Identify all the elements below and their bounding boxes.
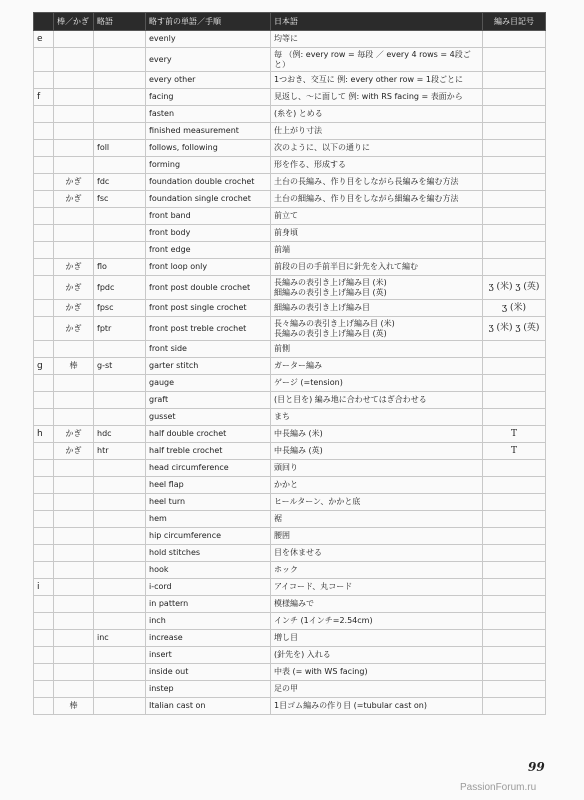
row-symbol: ʒ (米) <box>483 300 546 317</box>
row-type <box>54 242 94 259</box>
row-letter <box>34 242 54 259</box>
row-type <box>54 681 94 698</box>
row-type <box>54 208 94 225</box>
row-term: front post double crochet <box>146 276 271 300</box>
table-row <box>34 477 546 494</box>
row-japanese: 腰囲 <box>271 528 483 545</box>
row-abbr <box>94 562 146 579</box>
row-japanese: 前端 <box>271 242 483 259</box>
row-japanese: ヒールターン、かかと底 <box>271 494 483 511</box>
header-abbr: 略語 <box>94 13 146 31</box>
row-letter: e <box>34 31 54 48</box>
table-row <box>34 647 546 664</box>
row-abbr <box>94 341 146 358</box>
row-type: かぎ <box>54 317 94 341</box>
row-symbol <box>483 123 546 140</box>
row-japanese: 裾 <box>271 511 483 528</box>
table-row <box>34 562 546 579</box>
row-term: fasten <box>146 106 271 123</box>
row-japanese: 中長編み (米) <box>271 426 483 443</box>
row-term: follows, following <box>146 140 271 157</box>
row-abbr <box>94 460 146 477</box>
row-symbol <box>483 460 546 477</box>
row-abbr <box>94 545 146 562</box>
row-term: evenly <box>146 31 271 48</box>
row-type <box>54 511 94 528</box>
row-type <box>54 613 94 630</box>
row-symbol <box>483 409 546 426</box>
row-term: front post single crochet <box>146 300 271 317</box>
table-row <box>34 123 546 140</box>
row-symbol <box>483 664 546 681</box>
row-abbr: fdc <box>94 174 146 191</box>
row-symbol <box>483 31 546 48</box>
row-term: inch <box>146 613 271 630</box>
row-letter <box>34 317 54 341</box>
row-symbol <box>483 191 546 208</box>
row-type <box>54 545 94 562</box>
row-japanese: 形を作る、形成する <box>271 157 483 174</box>
row-symbol <box>483 140 546 157</box>
row-japanese: 前側 <box>271 341 483 358</box>
table-row <box>34 409 546 426</box>
table-row <box>34 443 546 460</box>
table-row <box>34 300 546 317</box>
row-symbol <box>483 225 546 242</box>
row-term: half double crochet <box>146 426 271 443</box>
row-type <box>54 562 94 579</box>
row-letter <box>34 140 54 157</box>
row-type <box>54 647 94 664</box>
header-letter <box>34 13 54 31</box>
row-letter <box>34 123 54 140</box>
table-body <box>34 31 546 715</box>
row-letter <box>34 647 54 664</box>
row-symbol: ʒ (米) ʒ (英) <box>483 317 546 341</box>
table-row <box>34 426 546 443</box>
row-type <box>54 477 94 494</box>
row-term: front post treble crochet <box>146 317 271 341</box>
row-letter <box>34 664 54 681</box>
row-letter: g <box>34 358 54 375</box>
row-term: gauge <box>146 375 271 392</box>
row-japanese: 長編みの表引き上げ編み目 (米) 細編みの表引き上げ編み目 (英) <box>271 276 483 300</box>
row-letter <box>34 106 54 123</box>
row-type <box>54 140 94 157</box>
row-japanese: 均等に <box>271 31 483 48</box>
row-term: hold stitches <box>146 545 271 562</box>
row-term: hook <box>146 562 271 579</box>
row-abbr <box>94 48 146 72</box>
row-type <box>54 596 94 613</box>
row-letter <box>34 681 54 698</box>
row-abbr <box>94 157 146 174</box>
row-letter <box>34 494 54 511</box>
header-row <box>34 13 546 31</box>
row-term: every other <box>146 72 271 89</box>
row-term: Italian cast on <box>146 698 271 715</box>
row-type <box>54 460 94 477</box>
row-letter <box>34 300 54 317</box>
table-row <box>34 613 546 630</box>
table-row <box>34 72 546 89</box>
row-letter <box>34 511 54 528</box>
row-symbol <box>483 613 546 630</box>
row-term: heel flap <box>146 477 271 494</box>
table-row <box>34 225 546 242</box>
row-type <box>54 123 94 140</box>
row-term: inside out <box>146 664 271 681</box>
row-symbol: T <box>483 426 546 443</box>
row-japanese: 目を休ませる <box>271 545 483 562</box>
table-row <box>34 157 546 174</box>
row-japanese: 前身頃 <box>271 225 483 242</box>
row-abbr: fpdc <box>94 276 146 300</box>
header-japanese: 日本語 <box>271 13 483 31</box>
table-row <box>34 31 546 48</box>
row-letter <box>34 545 54 562</box>
row-letter <box>34 375 54 392</box>
table-row <box>34 664 546 681</box>
row-symbol <box>483 341 546 358</box>
row-abbr <box>94 208 146 225</box>
row-symbol <box>483 494 546 511</box>
row-symbol <box>483 157 546 174</box>
row-letter <box>34 613 54 630</box>
row-japanese: ホック <box>271 562 483 579</box>
row-type <box>54 89 94 106</box>
row-symbol <box>483 106 546 123</box>
row-japanese: 1つおき、交互に 例: every other row = 1段ごとに <box>271 72 483 89</box>
row-japanese: 毎 （例: every row = 毎段 ／ every 4 rows = 4段ごと） <box>271 48 483 72</box>
row-japanese: 中表 (= with WS facing) <box>271 664 483 681</box>
row-japanese: (糸を) とめる <box>271 106 483 123</box>
row-term: front band <box>146 208 271 225</box>
table-row <box>34 494 546 511</box>
row-japanese: 長々編みの表引き上げ編み目 (米) 長編みの表引き上げ編み目 (英) <box>271 317 483 341</box>
row-symbol <box>483 647 546 664</box>
row-type <box>54 409 94 426</box>
row-letter <box>34 698 54 715</box>
row-term: hip circumference <box>146 528 271 545</box>
row-term: garter stitch <box>146 358 271 375</box>
row-abbr: hdc <box>94 426 146 443</box>
row-abbr <box>94 681 146 698</box>
table-row <box>34 48 546 72</box>
row-symbol <box>483 72 546 89</box>
row-japanese: (目と目を) 編み地に合わせてはぎ合わせる <box>271 392 483 409</box>
row-symbol <box>483 698 546 715</box>
row-symbol <box>483 511 546 528</box>
table-row <box>34 276 546 300</box>
row-letter <box>34 191 54 208</box>
row-japanese: 増し目 <box>271 630 483 647</box>
row-term: facing <box>146 89 271 106</box>
table-row <box>34 317 546 341</box>
row-symbol <box>483 528 546 545</box>
row-abbr <box>94 106 146 123</box>
row-symbol <box>483 358 546 375</box>
row-letter <box>34 259 54 276</box>
row-term: graft <box>146 392 271 409</box>
table-row <box>34 460 546 477</box>
row-abbr: flo <box>94 259 146 276</box>
watermark: PassionForum.ru <box>460 782 537 793</box>
table-row <box>34 698 546 715</box>
row-term: heel turn <box>146 494 271 511</box>
row-japanese: 1目ゴム編みの作り目 (=tubular cast on) <box>271 698 483 715</box>
row-term: front edge <box>146 242 271 259</box>
row-term: forming <box>146 157 271 174</box>
row-abbr <box>94 596 146 613</box>
row-abbr <box>94 123 146 140</box>
row-type: かぎ <box>54 426 94 443</box>
header-term: 略す前の単語／手順 <box>146 13 271 31</box>
table-row <box>34 681 546 698</box>
row-term: gusset <box>146 409 271 426</box>
row-type <box>54 494 94 511</box>
row-letter <box>34 562 54 579</box>
row-japanese: インチ (1インチ=2.54cm) <box>271 613 483 630</box>
row-term: foundation single crochet <box>146 191 271 208</box>
table-row <box>34 341 546 358</box>
row-type: かぎ <box>54 276 94 300</box>
table-row <box>34 174 546 191</box>
row-abbr <box>94 613 146 630</box>
row-abbr <box>94 375 146 392</box>
page-number: 99 <box>528 760 545 774</box>
row-term: finished measurement <box>146 123 271 140</box>
row-abbr <box>94 31 146 48</box>
row-japanese: まち <box>271 409 483 426</box>
row-symbol <box>483 259 546 276</box>
row-letter: h <box>34 426 54 443</box>
row-symbol <box>483 375 546 392</box>
row-abbr <box>94 511 146 528</box>
table-row <box>34 242 546 259</box>
table-row <box>34 191 546 208</box>
row-letter <box>34 528 54 545</box>
row-type <box>54 375 94 392</box>
row-letter <box>34 460 54 477</box>
table-row <box>34 528 546 545</box>
row-term: half treble crochet <box>146 443 271 460</box>
row-letter <box>34 225 54 242</box>
row-japanese: 頭回り <box>271 460 483 477</box>
row-letter <box>34 157 54 174</box>
row-symbol <box>483 208 546 225</box>
row-type <box>54 48 94 72</box>
table-row <box>34 545 546 562</box>
row-abbr <box>94 392 146 409</box>
row-letter <box>34 477 54 494</box>
row-abbr: htr <box>94 443 146 460</box>
table-header <box>34 13 546 31</box>
table-row <box>34 259 546 276</box>
row-japanese: かかと <box>271 477 483 494</box>
row-type <box>54 225 94 242</box>
row-type: かぎ <box>54 300 94 317</box>
row-japanese: ゲージ (=tension) <box>271 375 483 392</box>
row-term: foundation double crochet <box>146 174 271 191</box>
row-type <box>54 630 94 647</box>
row-letter <box>34 174 54 191</box>
row-type <box>54 528 94 545</box>
row-abbr <box>94 664 146 681</box>
row-abbr <box>94 477 146 494</box>
row-abbr <box>94 494 146 511</box>
table-row <box>34 596 546 613</box>
row-type: かぎ <box>54 443 94 460</box>
row-abbr: fsc <box>94 191 146 208</box>
row-letter <box>34 72 54 89</box>
header-symbol: 編み目記号 <box>483 13 546 31</box>
row-term: head circumference <box>146 460 271 477</box>
row-symbol <box>483 392 546 409</box>
row-letter <box>34 208 54 225</box>
row-symbol <box>483 48 546 72</box>
row-symbol <box>483 89 546 106</box>
row-symbol <box>483 596 546 613</box>
row-symbol <box>483 545 546 562</box>
row-japanese: 足の甲 <box>271 681 483 698</box>
row-letter <box>34 392 54 409</box>
row-japanese: 前段の目の手前半目に針先を入れて編む <box>271 259 483 276</box>
row-letter <box>34 341 54 358</box>
row-symbol <box>483 242 546 259</box>
row-japanese: 細編みの表引き上げ編み目 <box>271 300 483 317</box>
row-abbr <box>94 225 146 242</box>
row-abbr <box>94 579 146 596</box>
row-japanese: 土台の長編み、作り目をしながら長編みを編む方法 <box>271 174 483 191</box>
glossary-table <box>33 12 546 715</box>
row-term: front body <box>146 225 271 242</box>
row-type <box>54 341 94 358</box>
row-letter <box>34 596 54 613</box>
table-row <box>34 140 546 157</box>
table-row <box>34 392 546 409</box>
row-letter <box>34 48 54 72</box>
row-symbol <box>483 579 546 596</box>
row-symbol <box>483 681 546 698</box>
table-row <box>34 511 546 528</box>
row-abbr <box>94 242 146 259</box>
row-abbr <box>94 647 146 664</box>
row-japanese: 前立て <box>271 208 483 225</box>
row-type: かぎ <box>54 174 94 191</box>
row-japanese: アイコード、丸コード <box>271 579 483 596</box>
row-japanese: 次のように、以下の通りに <box>271 140 483 157</box>
row-abbr: fptr <box>94 317 146 341</box>
row-term: instep <box>146 681 271 698</box>
row-abbr: foll <box>94 140 146 157</box>
row-symbol <box>483 477 546 494</box>
row-letter: f <box>34 89 54 106</box>
row-japanese: 中長編み (英) <box>271 443 483 460</box>
row-japanese: (針先を) 入れる <box>271 647 483 664</box>
row-japanese: 見返し、〜に面して 例: with RS facing = 表面から <box>271 89 483 106</box>
table-row <box>34 375 546 392</box>
row-term: insert <box>146 647 271 664</box>
row-abbr <box>94 409 146 426</box>
row-letter <box>34 276 54 300</box>
row-type <box>54 72 94 89</box>
row-symbol: ʒ (米) ʒ (英) <box>483 276 546 300</box>
row-term: front side <box>146 341 271 358</box>
row-term: i-cord <box>146 579 271 596</box>
row-japanese: 土台の細編み、作り目をしながら細編みを編む方法 <box>271 191 483 208</box>
table-row <box>34 358 546 375</box>
row-type <box>54 579 94 596</box>
row-term: increase <box>146 630 271 647</box>
row-symbol <box>483 630 546 647</box>
row-abbr: inc <box>94 630 146 647</box>
row-abbr <box>94 698 146 715</box>
row-abbr <box>94 528 146 545</box>
table-row <box>34 630 546 647</box>
row-type <box>54 664 94 681</box>
row-type: かぎ <box>54 259 94 276</box>
row-abbr <box>94 89 146 106</box>
row-japanese: ガーター編み <box>271 358 483 375</box>
table-row <box>34 208 546 225</box>
table-row <box>34 106 546 123</box>
row-letter: i <box>34 579 54 596</box>
row-abbr: fpsc <box>94 300 146 317</box>
row-term: hem <box>146 511 271 528</box>
row-symbol <box>483 562 546 579</box>
row-letter <box>34 630 54 647</box>
row-japanese: 仕上がり寸法 <box>271 123 483 140</box>
row-letter <box>34 409 54 426</box>
row-type <box>54 392 94 409</box>
row-type: かぎ <box>54 191 94 208</box>
row-type: 棒 <box>54 358 94 375</box>
row-term: front loop only <box>146 259 271 276</box>
table-row <box>34 579 546 596</box>
row-abbr <box>94 72 146 89</box>
row-abbr: g-st <box>94 358 146 375</box>
row-symbol: T <box>483 443 546 460</box>
header-type: 棒／かぎ <box>54 13 94 31</box>
row-term: every <box>146 48 271 72</box>
row-term: in pattern <box>146 596 271 613</box>
row-japanese: 模様編みで <box>271 596 483 613</box>
row-type <box>54 157 94 174</box>
row-type <box>54 106 94 123</box>
row-letter <box>34 443 54 460</box>
row-type: 棒 <box>54 698 94 715</box>
row-type <box>54 31 94 48</box>
table-row <box>34 89 546 106</box>
row-symbol <box>483 174 546 191</box>
